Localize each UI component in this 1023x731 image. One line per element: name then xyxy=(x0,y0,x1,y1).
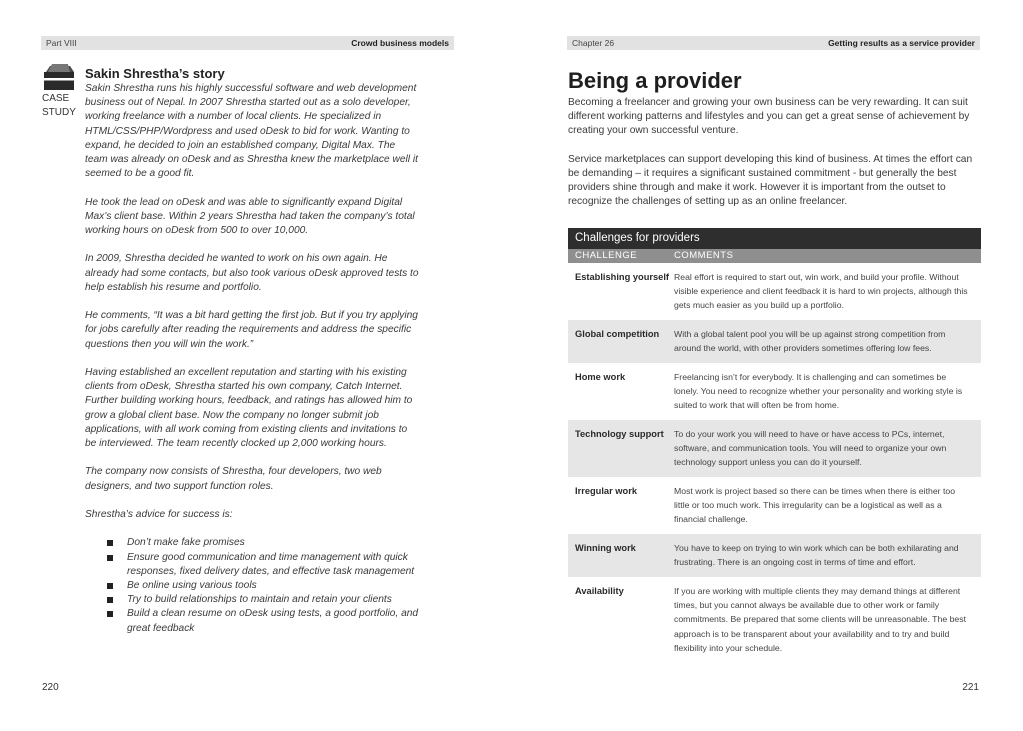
table-row xyxy=(568,577,981,663)
list-item: Don’t make fake promises xyxy=(103,536,420,550)
bullet-icon xyxy=(107,540,113,546)
part-title: Crowd business models xyxy=(351,38,449,48)
comments-cell: To do your work you will need to have or have access to PCs, internet, software, and communication tools. You will need to organize your own technology support unless you can do it yourself. xyxy=(674,429,947,468)
list-item: Build a clean resume on oDesk using tests, a good portfolio, and great feedback xyxy=(103,607,420,635)
case-study-title: Sakin Shrestha’s story xyxy=(85,66,225,81)
challenge-cell: Winning work xyxy=(575,543,636,553)
briefcase-icon xyxy=(44,64,74,90)
table-title: Challenges for providers xyxy=(568,228,981,249)
paragraph: He took the lead on oDesk and was able to significantly expand Digital Max’s client base. Within 2 years Shrestha had taken the company’s total working hours on oDesk from 500 to over 10,000. xyxy=(85,196,415,237)
column-header-challenge: CHALLENGE xyxy=(575,250,638,261)
challenge-cell: Availability xyxy=(575,586,624,596)
paragraph: The company now consists of Shrestha, four developers, two web designers, and two support function roles. xyxy=(85,466,382,492)
case-study-label: CASE STUDY xyxy=(42,93,76,118)
challenge-cell: Global competition xyxy=(575,329,660,339)
challenge-cell: Irregular work xyxy=(575,486,638,496)
paragraph: In 2009, Shrestha decided he wanted to work on his own again. He already had some contacts, but also took various oDesk approved tests to help establish his resume and portfolio. xyxy=(85,253,419,293)
table-row xyxy=(568,263,981,320)
list-item: Ensure good communication and time management with quick responses, fixed delivery dates, and effective task management xyxy=(103,551,420,579)
table-row xyxy=(568,477,981,534)
paragraph: Having established an excellent reputation and starting with his existing clients from oDesk, Shrestha started his own company, Catch Internet. Further building working hours, feedback, and ratings has allowed him to grow a global client base. Now the company no longer submit job applications, with all work coming from existing clients and invitations to be interviewed. The team recently clocked up 2,000 working hours. xyxy=(85,367,413,450)
left-page xyxy=(0,0,511,731)
section-title: Being a provider xyxy=(568,68,742,93)
chapter-label: Chapter 26 xyxy=(572,38,615,48)
page-number: 220 xyxy=(42,682,59,693)
comments-cell: If you are working with multiple clients they may demand things at different times, but you cannot always be available due to other work or family commitments. Be prepared that some clients will be unreasonable. The best approach is to be transparent about your availability and to try and build flexibility into your schedule. xyxy=(674,586,966,653)
comments-cell: Most work is project based so there can be times when there is either too little or too much work. This irregularity can be a logistical as well as a financial challenge. xyxy=(674,486,956,525)
table-row xyxy=(568,534,981,577)
challenges-table xyxy=(568,228,981,663)
paragraph: Shrestha’s advice for success is: xyxy=(85,509,233,520)
table-row xyxy=(568,420,981,477)
bullet-icon xyxy=(107,597,113,603)
bullet-icon xyxy=(107,611,113,617)
part-label: Part VIII xyxy=(46,38,77,48)
table-row xyxy=(568,363,981,420)
paragraph: He comments, “It was a bit hard getting the first job. But if you try applying for jobs carefully after reading the requirements and address the specific questions then you will win the work.” xyxy=(85,310,418,350)
running-head xyxy=(41,36,454,50)
challenge-cell: Home work xyxy=(575,372,626,382)
paragraph: Service marketplaces can support developing this kind of business. At times the effort can be demanding – it requires a significant sustained commitment - but generally the best providers shine through and make it work. However it is important from the outset to recognize the challenges of setting up as an online freelancer. xyxy=(568,153,973,208)
challenge-cell: Establishing yourself xyxy=(575,272,670,282)
right-page xyxy=(512,0,1023,731)
table-row xyxy=(568,320,981,363)
comments-cell: With a global talent pool you will be up against strong competition from around the world, with other providers sometimes offering low fees. xyxy=(674,329,946,354)
chapter-title: Getting results as a service provider xyxy=(828,38,975,48)
running-head xyxy=(567,36,980,50)
list-item: Try to build relationships to maintain and retain your clients xyxy=(103,593,420,607)
bullet-icon xyxy=(107,583,113,589)
challenge-cell: Technology support xyxy=(575,429,664,439)
comments-cell: Freelancing isn’t for everybody. It is challenging and can sometimes be lonely. You need to recognize whether your personality and working style is suited to work that will often be from home. xyxy=(674,372,963,411)
comments-cell: Real effort is required to start out, win work, and build your profile. Without visible experience and client feedback it is hard to win projects, although this gets much easier as you build up a portfolio. xyxy=(674,272,968,311)
bullet-icon xyxy=(107,555,113,561)
paragraph: Sakin Shrestha runs his highly successful software and web development business out of Nepal. In 2007 Shrestha started out as a solo developer, working freelance with a number of local clients. He specialized in HTML/CSS/PHP/Wordpress and used oDesk to bid for work. Wanting to expand, he decided to join an established company, Digital Max. The team was already on oDesk and as Shrestha knew the marketplace well it seemed to be a good fit. xyxy=(85,83,418,180)
page-number: 221 xyxy=(962,682,979,693)
column-header-comments: COMMENTS xyxy=(674,250,734,261)
list-item: Be online using various tools xyxy=(103,579,420,593)
paragraph: Becoming a freelancer and growing your own business can be very rewarding. It can suit different working patterns and lifestyles and you can get a great sense of achievement by creating your own successful venture. xyxy=(568,97,970,137)
table-header xyxy=(568,249,981,263)
section-body xyxy=(568,96,981,224)
case-study-body xyxy=(85,82,420,636)
comments-cell: You have to keep on trying to win work which can be both exhilarating and frustrating. There is an ongoing cost in terms of time and effort. xyxy=(674,543,959,568)
advice-list xyxy=(103,536,420,635)
